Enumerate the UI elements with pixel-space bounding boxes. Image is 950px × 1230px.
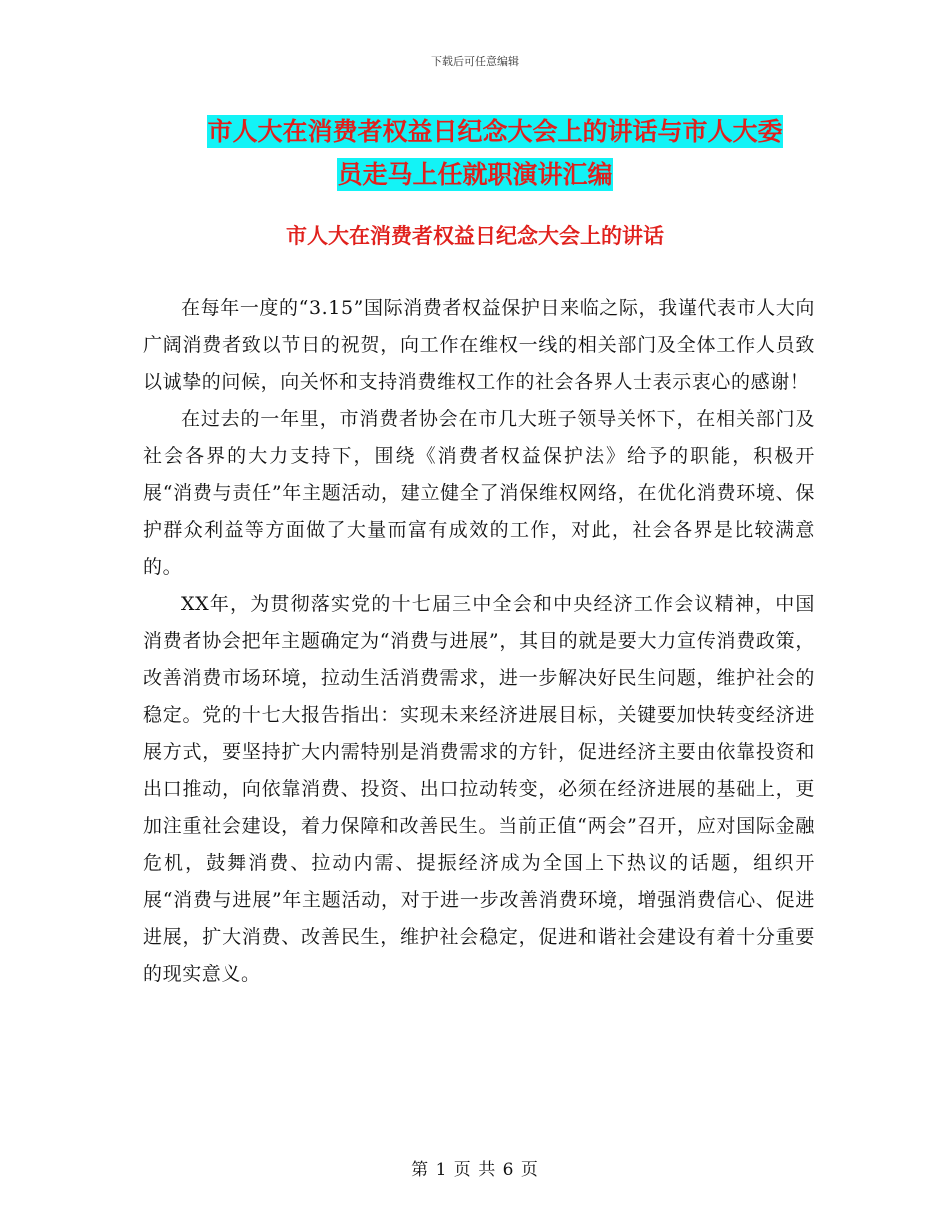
paragraph-2: 在过去的一年里，市消费者协会在市几大班子领导关怀下，在相关部门及社会各界的大力支持下，围绕《消费者权益保护法》给予的职能，积极开展“消费与责任”年主题活动，建立健全了消保维权网络，在优化消费环境、保护群众利益等方面做了大量而富有成效的工作，对此，社会各界是比较满意的。 <box>143 408 815 578</box>
paragraph-3: XX年，为贯彻落实党的十七届三中全会和中央经济工作会议精神，中国消费者协会把年主题确定为“消费与进展”，其目的就是要大力宣传消费政策，改善消费市场环境，拉动生活消费需求，进一步解决好民生问题，维护社会的稳定。党的十七大报告指出：实现未来经济进展目标，关键要加快转变经济进展方式，要坚持扩大内需特别是消费需求的方针，促进经济主要由依靠投资和出口推动，向依靠消费、投资、出口拉动转变，必须在经济进展的基础上，更加注重社会建设，着力保障和改善民生。当前正值“两会”召开，应对国际金融危机，鼓舞消费、拉动内需、提振经济成为全国上下热议的话题，组织开展“消费与进展”年主题活动，对于进一步改善消费环境，增强消费信心、促进进展，扩大消费、改善民生，维护社会稳定，促进和谐社会建设有着十分重要的现实意义。 <box>143 593 815 985</box>
body-text <box>143 290 815 993</box>
title-line-1 <box>0 110 950 153</box>
document-title <box>0 110 950 196</box>
title-line-1-text: 市人大在消费者权益日纪念大会上的讲话与市人大委 <box>207 117 783 146</box>
title-line-2 <box>0 153 950 196</box>
title-line-2-text: 员走马上任就职演讲汇编 <box>337 160 613 189</box>
page-footer: 第 1 页 共 6 页 <box>411 1160 539 1180</box>
paragraph-1: 在每年一度的“3.15”国际消费者权益保护日来临之际，我谨代表市人大向广阔消费者致以节日的祝贺，向工作在维权一线的相关部门及全体工作人员致以诚挚的问候，向关怀和支持消费维权工作的社会各界人士表示衷心的感谢！ <box>143 297 815 393</box>
section-title: 市人大在消费者权益日纪念大会上的讲话 <box>286 224 664 248</box>
header-note: 下载后可任意编辑 <box>431 55 519 68</box>
